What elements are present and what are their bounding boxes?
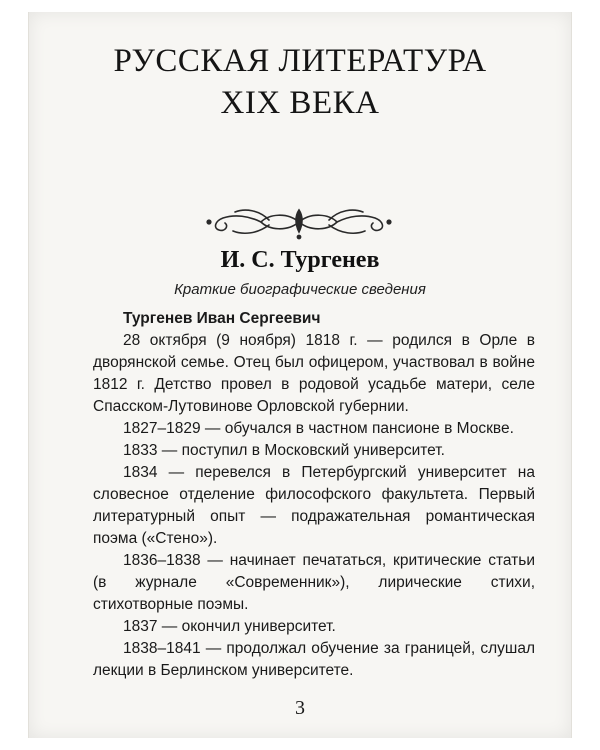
author-heading: И. С. Тургенев	[220, 247, 380, 273]
bio-entry: 1833 — поступил в Московский университет.	[123, 442, 445, 459]
book-page	[28, 12, 572, 738]
bio-entry: 28 октября (9 ноября) 1818 г. — родился в Орле в дворянской семье. Отец был офицером, участвовал в войне 1812 г. Детство провел в родовой усадьбе матери, селе Спасском-Лутовинове Орловской губернии.	[93, 332, 535, 415]
bio-entry: 1827–1829 — обучался в частном пансионе в Москве.	[123, 420, 514, 437]
bio-entry: 1834 — перевелся в Петербургский университет на словесное отделение философского факультета. Первый литературный опыт — подражательная романтическая поэма («Стено»).	[93, 464, 535, 547]
bio-full-name: Тургенев Иван Сергеевич	[123, 310, 321, 327]
bio-entry: 1838–1841 — продолжал обучение за границей, слушал лекции в Берлинском университете.	[93, 640, 535, 679]
page-number: 3	[295, 697, 305, 719]
ornament-divider-icon	[199, 202, 399, 242]
section-title-line2: XIX ВЕКА	[220, 85, 380, 121]
author-subtitle: Краткие биографические сведения	[174, 281, 426, 298]
section-title-line1: РУССКАЯ ЛИТЕРАТУРА	[113, 43, 487, 79]
section-title	[29, 40, 571, 124]
bio-entry: 1836–1838 — начинает печататься, критические статьи (в журнале «Современник»), лирические стихи, стихотворные поэмы.	[93, 552, 535, 613]
biography-text	[93, 308, 535, 682]
bio-entry: 1837 — окончил университет.	[123, 618, 336, 635]
